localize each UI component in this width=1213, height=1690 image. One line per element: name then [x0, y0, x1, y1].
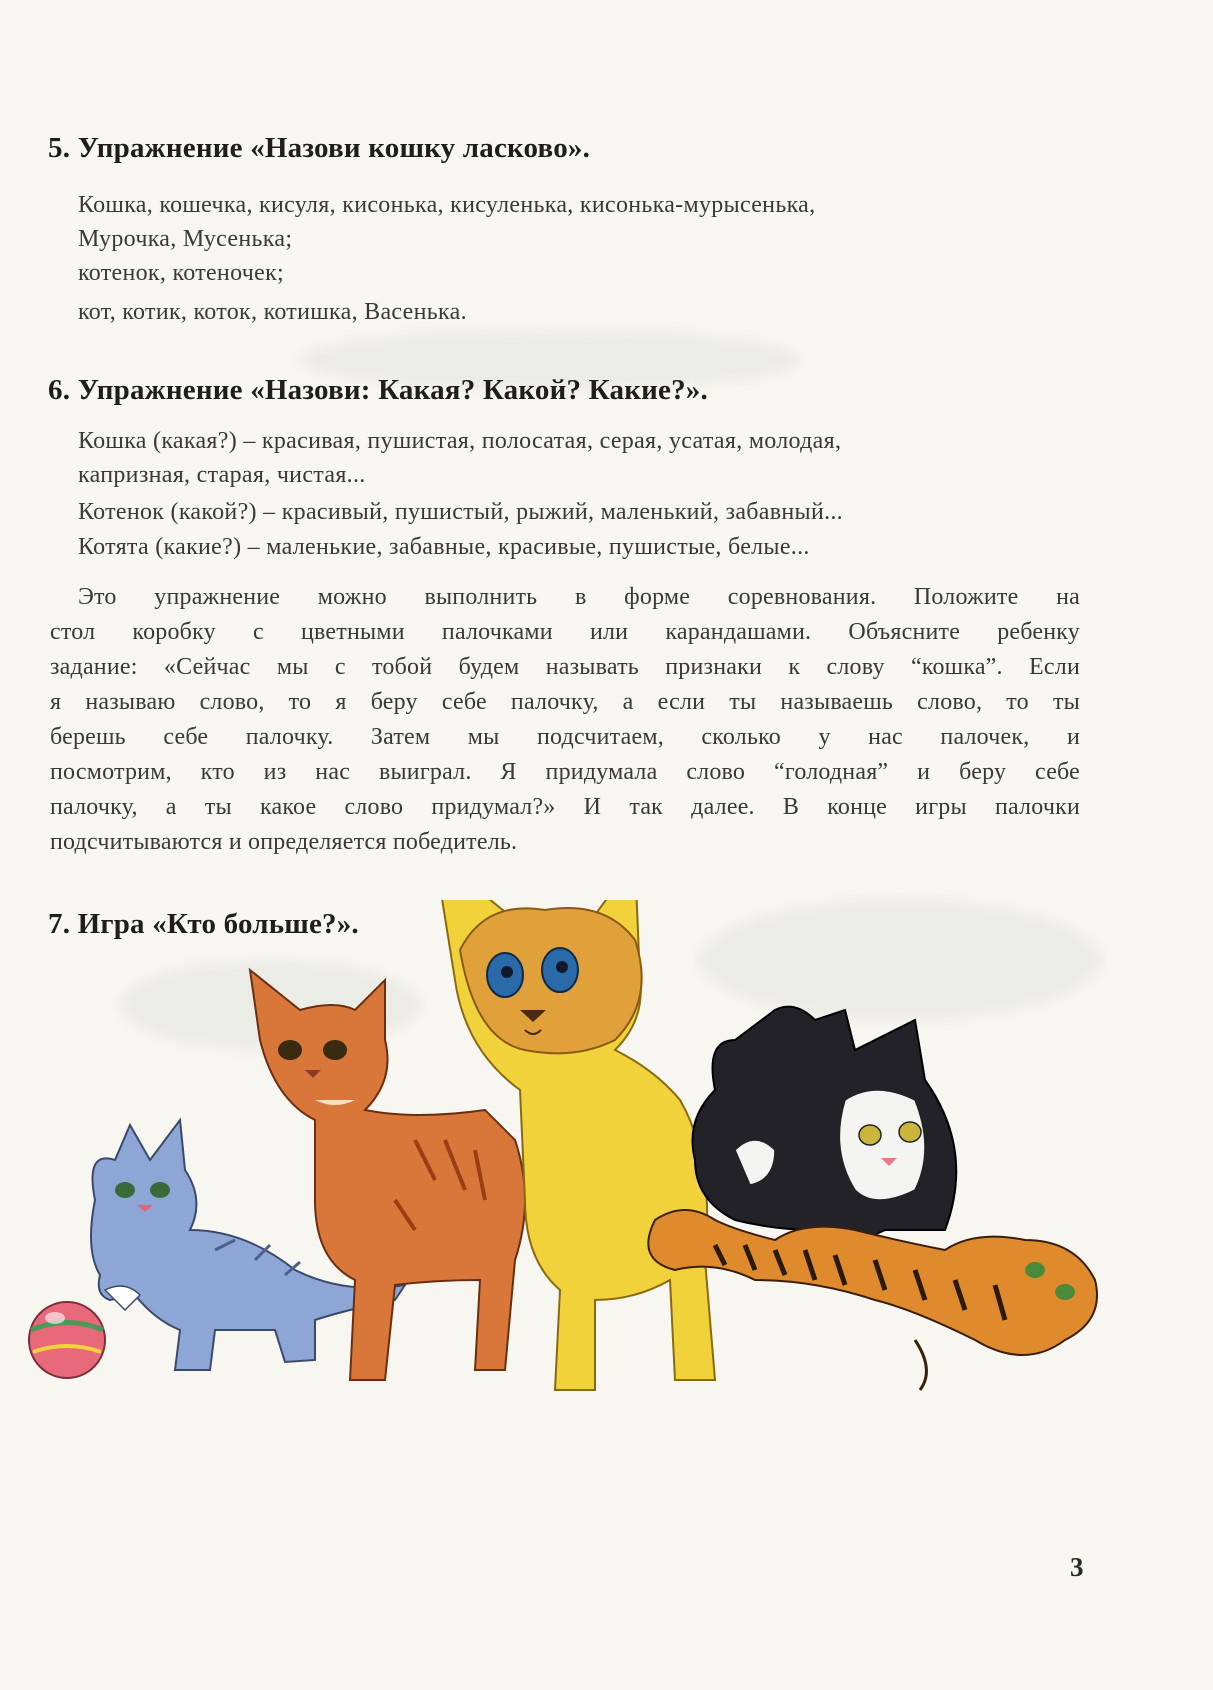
paragraph-line: я называю слово, то я беру себе палочку, а если ты называешь слово, то ты [50, 689, 1080, 715]
section-6-line: Кошка (какая?) – красивая, пушистая, полосатая, серая, усатая, молодая, [78, 428, 842, 454]
page-number: 3 [1070, 1552, 1084, 1582]
paragraph-line: подсчитываются и определяется победитель. [50, 829, 518, 855]
paragraph-line: Это упражнение можно выполнить в форме соревнования. Положите на [78, 584, 1080, 610]
section-5-title: 5. Упражнение «Назови кошку ласково». [48, 132, 591, 164]
section-6-title: 6. Упражнение «Назови: Какая? Какой? Какие?». [48, 374, 708, 406]
paragraph-line: палочку, а ты какое слово придумал?» И так далее. В конце игры палочки [50, 794, 1080, 820]
cats-illustration [15, 900, 1195, 1540]
tabby-kitten-illustration [648, 1210, 1097, 1390]
section-5-line: Кошка, кошечка, кисуля, кисонька, кисуленька, кисонька-мурысенька, [78, 192, 816, 218]
ball-illustration [29, 1302, 105, 1378]
paragraph-line: посмотрим, кто из нас выиграл. Я придумала слово “голодная” и беру себе [50, 759, 1080, 785]
section-7-title: 7. Игра «Кто больше?». [48, 908, 359, 940]
black-white-kitten-illustration [693, 1007, 957, 1240]
paragraph-line: задание: «Сейчас мы с тобой будем называть признаки к слову “кошка”. Если [50, 654, 1080, 680]
paragraph-line: берешь себе палочку. Затем мы подсчитаем, сколько у нас палочек, и [50, 724, 1080, 750]
section-5-line: Мурочка, Мусенька; [78, 226, 293, 252]
section-6-line: Котята (какие?) – маленькие, забавные, красивые, пушистые, белые... [78, 534, 810, 560]
section-5-line: котенок, котеночек; [78, 260, 285, 286]
paragraph-line: стол коробку с цветными палочками или карандашами. Объясните ребенку [50, 619, 1080, 645]
section-5-line: кот, котик, коток, котишка, Васенька. [78, 299, 467, 325]
section-6-line: капризная, старая, чистая... [78, 462, 366, 488]
section-6-line: Котенок (какой?) – красивый, пушистый, рыжий, маленький, забавный... [78, 499, 843, 525]
